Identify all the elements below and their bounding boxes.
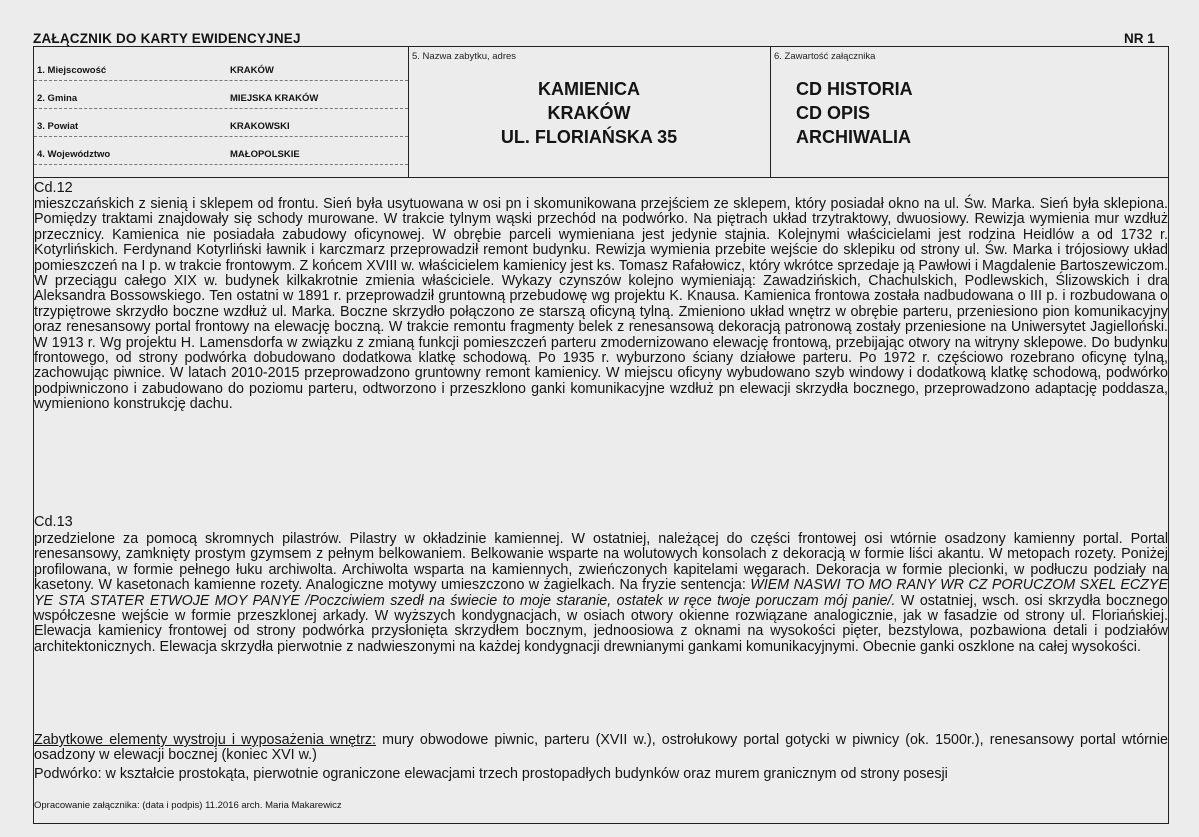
frieze-inscription: WIEM NASWI TO MO RANY WR CZ PORUCZOM SXEL ECZYE YE STA STATER ETWOJE MOY PANYE /Poczciwiem szedł na świecie to moje staranie, ostatek w ręce twoje poruczam mój panie/. — [34, 577, 1168, 609]
field-gmina — [34, 93, 408, 115]
description-text-b: W ostatniej, wsch. osi skrzydła bocznego współczesne wejście w formie przeszklonej arkady. W wyższych kondygnacjach, w osiach otwory okienne rozwiązane analogicznie, jak w fasadzie od strony ul. Floriańskiej. Elewacja kamienicy frontowej od strony podwórka przysłonięta skrzydłem bocznym, jednoosiowa z oknami na wysokości pięter, bezstylowa, pozbawiona detali i podziałów architektonicznych. Elewacja skrzydła pierwotnie z nadwieszonymi na każdej kondygnacji drewnianymi gankami komunikacyjnymi. Obecnie ganki oszklone na całej wysokości. — [34, 592, 1168, 655]
courtyard-paragraph: Podwórko: w kształcie prostokąta, pierwotnie ograniczone elewacjami trzech prostopadłych budynków oraz murem granicznym od strony posesji — [34, 766, 948, 782]
contents-line-2: CD OPIS — [796, 103, 871, 123]
field-label: 3. Powiat — [37, 121, 79, 132]
prepared-by: Opracowanie załącznika: (data i podpis) 11.2016 arch. Maria Makarewicz — [34, 800, 342, 811]
header-table — [34, 47, 1168, 178]
field-label: 2. Gmina — [37, 93, 78, 104]
field-value: KRAKÓW — [230, 65, 274, 76]
field-powiat — [34, 121, 408, 143]
field-value: MAŁOPOLSKIE — [230, 149, 300, 160]
historic-elements — [34, 733, 1168, 764]
monument-line-2: KRAKÓW — [547, 103, 631, 123]
description-text-a: przedzielone za pomocą skromnych pilastrów. Pilastry w okładzinie kamiennej. W ostatniej, należącej do części frontowej osi wtórnie osadzony kamienny portal. Portal renesansowy, zamknięty prostym gzymsem z pełnym belkowaniem. Belkowanie wsparte na wolutowych konsolach z dekoracją w formie liści akantu. W metopach rozety. Poniżej profilowana, w formie pełnego łuku archiwolta. Archiwolta wsparta na kamiennych, zwieńczonych kapitelami węgarach. Dekoracja w formie plecionki, w podłuczu podziały na kasetony. W kasetonach kamienne rozety. Analogiczne motywy umieszczono w żagielkach. Na fryzie sentencja: — [34, 531, 1168, 594]
contents-line-3: ARCHIWALIA — [796, 127, 911, 147]
document-frame — [33, 46, 1169, 824]
monument-line-3: UL. FLORIAŃSKA 35 — [500, 127, 678, 147]
field-value: MIEJSKA KRAKÓW — [230, 93, 319, 104]
monument-line-1: KAMIENICA — [538, 79, 640, 99]
section-label-cd12: Cd.12 — [34, 180, 73, 196]
field-divider — [34, 80, 408, 81]
field-value: KRAKOWSKI — [230, 121, 290, 132]
field-wojewodztwo — [34, 149, 408, 171]
description-paragraph — [34, 532, 1168, 655]
document-title: ZAŁĄCZNIK DO KARTY EWIDENCYJNEJ — [33, 31, 301, 46]
field-divider — [34, 136, 408, 137]
contents-list — [796, 77, 1116, 149]
field-miejscowosc — [34, 65, 408, 87]
field-divider — [34, 164, 408, 165]
contents-label: 6. Zawartość załącznika — [774, 51, 876, 62]
location-fields — [34, 47, 408, 177]
column-divider — [770, 47, 771, 177]
monument-name — [410, 77, 768, 149]
field-divider — [34, 108, 408, 109]
contents-line-1: CD HISTORIA — [796, 79, 913, 99]
field-label: 4. Województwo — [37, 149, 111, 160]
historic-elements-text: mury obwodowe piwnic, parteru (XVII w.), ostrołukowy portal gotycki w piwnicy (ok. 1500r.), renesansowy portal wtórnie osadzony w elewacji bocznej (koniec XVI w.) — [34, 732, 1168, 764]
document-number: NR 1 — [1124, 31, 1155, 46]
monument-label: 5. Nazwa zabytku, adres — [412, 51, 517, 62]
field-label: 1. Miejscowość — [37, 65, 107, 76]
history-paragraph: mieszczańskich z sienią i sklepem od frontu. Sień była usytuowana w osi pn i skomunikowana przejściem ze sklepem, który posiadał okno na ul. Św. Marka. Sień była sklepiona. Pomiędzy traktami znajdowały się schody murowane. W trakcie tylnym wąski przechód na podwórko. Na piętrach układ trzytraktowy, dwuosiowy. Rewizja wymienia mur wzdłuż przecznicy. Kamienica nie posiadała zabudowy oficynowej. W obrębie parceli wymieniana jest jedynie stajnia. Kolejnymi właścicielami jest rodzina Heidlów a od 1732 r. Kotyrlińskich. Ferdynand Kotyrliński ławnik i karczmarz przeprowadził remont budynku. Rewizja wymienia przebite wejście do sklepiku od strony ul. Św. Marka i trójosiowy układ pomieszczeń na I p. w trakcie frontowym. Z końcem XVIII w. właścicielem kamienicy jest ks. Tomasz Rafałowicz, który wkrótce sprzedaje ją Pawłowi i Magdalenie Bartoszewiczom. W przeciągu całego XIX w. budynek kilkakrotnie zmienia właściciele. Wykazy czynszów kolejno wymieniają: Zawadzińskich, Chachulskich, Podlewskich, Ślizowskich i dra Aleksandra Bossowskiego. Ten ostatni w 1891 r. przeprowadził gruntowną przebudowę wg projektu K. Knausa. Kamienica frontowa została nadbudowana o III p. i rozbudowana o trzypiętrowe skrzydło boczne wzdłuż ul. Marka. Boczne skrzydło połączono ze starszą oficyną tylną. Zmieniono układ wnętrz w obrębie parteru, przeniesiono pion komunikacyjny oraz renesansowy portal frontowy na elewację boczną. W trakcie remontu fragmenty belek z renesansową dekoracją patronową zostały przeniesione na Uniwersytet Jagielloński. W 1913 r. Wg projektu H. Lamensdorfa w związku z zmianą funkcji pomieszczeń parteru zmodernizowano elewację frontową, przebijając otwory na witryny sklepowe. Do budynku frontowego, od strony podwórka dobudowano dodatkowa klatkę schodową. Po 1935 r. wyburzono ściany działowe parteru. Po 1972 r. częściowo rozebrano oficynę tylną, zachowując piwnice. W latach 2010-2015 przeprowadzono gruntowny remont kamienicy. W miejscu oficyny wybudowano szyb windowy i dodatkową klatkę schodową, podwórko podpiwniczono i zabudowano do poziomu parteru, odtworzono i przeszklono ganki komunikacyjne wzdłuż pn elewacji skrzydła bocznego, przeprowadzono adaptację poddasza, wymieniono konstrukcję dachu. — [34, 196, 1168, 413]
section-label-cd13: Cd.13 — [34, 514, 73, 530]
historic-elements-label: Zabytkowe elementy wystroju i wyposażenia wnętrz: — [34, 732, 376, 748]
column-divider — [408, 47, 409, 177]
